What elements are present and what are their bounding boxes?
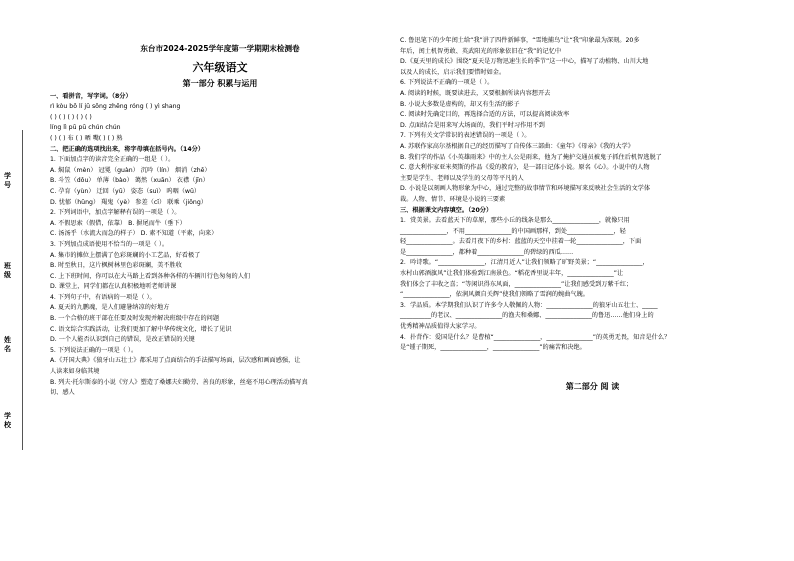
- question-line: B. 时至秋日，这片枫树林里色彩斑斓，美不胜收: [50, 262, 182, 270]
- question-line: 4. 下列句子中，有语病的一项是（ ）。: [50, 293, 156, 301]
- question-line: C. 意大利作家亚米契斯的作品《爱的教育》，是一部日记体小说。原名《心》。小说中的人物: [400, 164, 650, 172]
- question-line: A.《开国大典》《狼牙山五壮士》都采用了点面结合的手法描写场面，层次感和画面感强，让: [50, 357, 301, 365]
- question-line: A. 夏天的九鹏魂，是人们避暑纳凉的好地方: [50, 304, 170, 312]
- question-line: 二、把正确的选项找出来，将字母填在括号内。（14分）: [50, 145, 205, 153]
- question-line: B. 小说大多数是虚构的，却又有生活的影子: [400, 100, 520, 108]
- question-line: C. 阅读时先确定目的，再选择合适的方法，可以提高阅读效率: [400, 111, 570, 119]
- question-line: D. 课堂上，同学们都在认真积极地听老师讲课: [50, 283, 177, 291]
- question-line: 1．赏美景。去看蓝天下的草原，那些小丘的线条是那么_______________，就像只用: [400, 217, 630, 225]
- question-line: 3. 下列加点成语使用不恰当的一项是（ ）。: [50, 240, 169, 248]
- question-line: B. 一个合格的班干部在任要及时发现并解决班级中存在的问题: [50, 315, 220, 323]
- left-question-list: [50, 92, 390, 399]
- question-line: 水村山郭酒旗风”让我们体验到江南景色。“稻花香里说丰年，_______________”让: [400, 270, 624, 278]
- question-line: C. 鲁迅笔下的少年闰土给“我”讲了四件新鲜事，“雪地捕鸟”让“我”印象最为深刻。20多: [400, 37, 640, 44]
- part2-title: 第二部分 阅 读: [565, 381, 620, 391]
- side-label-id: 学号: [4, 172, 11, 189]
- question-line: 切、感人: [50, 389, 75, 397]
- question-line: __________的老汉、_______________的渔夫和桑娜、_______________的鲁迅……他们身上的: [400, 312, 654, 320]
- question-line: 三、根据课文内容填空。（20分）: [400, 206, 493, 214]
- question-line: D. 小说是以刻画人物形象为中心，通过完整的故事情节和环境描写来反映社会生活的文学体: [400, 185, 651, 193]
- question-line: B. 列夫·托尔斯泰的小说《穷人》塑造了桑娜夫妇勤劳、善良的形象，丝毫不用心理活动描写真: [50, 378, 308, 386]
- question-line: 2. 下列词语中，加点字解释有误的一项是（ ）。: [50, 209, 181, 217]
- question-line: 一、看拼音，写字词。（8分）: [50, 92, 132, 100]
- question-line: rì kòu bō lí jū sōng zhēng róng ( ) yì shang: [50, 103, 181, 111]
- question-line: 人读来如身临其境: [50, 368, 100, 376]
- question-line: _______________，不用_______________的中国画那样，到处_______________，轻: [400, 227, 626, 235]
- right-question-list: [400, 36, 785, 354]
- question-line: D. 一个人能否认识到自己的错误，是改正错误的关键: [50, 336, 195, 344]
- question-line: A. 苏联作家高尔基根据自己的经历描写了自传体三部曲：《童年》《母亲》《我的大学》: [400, 142, 634, 150]
- question-line: 以及人的成长，启示我们要惜时如金。: [400, 68, 506, 76]
- question-line: 3．学品质。本学期我们认识了许多令人敬佩的人物：_______________的狼牙山五壮士、_____: [400, 301, 658, 309]
- question-line: 是_______________，都种着_______________的碧绿的西瓜……: [400, 248, 574, 256]
- question-line: 是“锺子期死，_______________，_______________”的痛苦和决绝。: [400, 344, 586, 352]
- question-line: D. 忧郁（hūng） 羯鬼（yè） 参差（cī） 联乘（jiōng）: [50, 198, 207, 206]
- left-column: [50, 0, 390, 399]
- question-line: 裁。人物、情节、环境是小说的三要素: [400, 195, 506, 203]
- right-column: [400, 0, 785, 392]
- question-line: D.《夏天里的成长》围绕“夏天是万物迅速生长的季节”这一中心，描写了动植物、山川大地: [400, 58, 649, 66]
- part1-title: 第一部分 积累与运用: [182, 78, 258, 88]
- question-line: 轻_______________。去看月夜下的乡村：蓝蓝的天空中挂着一轮_______________，下面: [400, 238, 642, 246]
- side-label-class: 班级: [4, 262, 11, 279]
- question-line: B. 我们学的作品《小英雄雨来》中的主人公是雨来，他为了掩护交通员被鬼子抓住后机智逃脱了: [400, 153, 662, 161]
- question-line: 5. 下列说法正确的一项是（ ）。: [50, 346, 138, 354]
- side-label-name: 姓名: [4, 336, 11, 353]
- question-line: 2．吟诗歌。“_______________，江清月近人”让我们领略了旷野美景；“_______________，: [400, 259, 649, 267]
- question-line: “_______________，依润风颜自关辉”使我们领略了雪润的婉曲气魄。: [400, 291, 589, 299]
- question-line: A. 不假思索（假借，依靠） B. 摒尾而牛（垂下）: [50, 219, 186, 227]
- question-line: ( ) ( ) 布 ( ) 晒 嘴( ) ( ) 熟: [50, 134, 123, 142]
- question-line: 优秀精神品质值得大家学习。: [400, 323, 481, 331]
- question-line: A. 焖鼠（mèn） 冠冕（guàn） 沉吟（lín） 烟消（zhē）: [50, 166, 211, 174]
- question-line: 7. 下列有关文学常识的表述错误的一项是（ ）。: [400, 132, 531, 140]
- binding-margin: [0, 0, 40, 561]
- question-line: C. 上下班时间，你可以在大马路上看到各种各样的车辆川行色匆匆的人们: [50, 272, 251, 280]
- binding-line: [22, 130, 23, 450]
- question-line: C. 语文综合实践活动，让我们更加了解中华传统文化，增长了见识: [50, 325, 232, 333]
- question-line: A. 阅读的时候，既要读进去，又要根据所读内容想开去: [400, 89, 551, 97]
- side-label-school: 学校: [4, 412, 11, 429]
- exam-title: 东台市2024-2025学年度第一学期期末检测卷: [140, 44, 300, 53]
- question-line: 1. 下面加点字的读音完全正确的一组是（ ）。: [50, 156, 175, 164]
- subject-title: 六年级语文: [192, 60, 248, 74]
- question-line: D. 点面结合是用来写大场面的，我们平时习作用不到: [400, 121, 545, 129]
- question-line: A. 集市的摊位上摆满了色彩斑斓的小工艺品，好看极了: [50, 251, 201, 259]
- question-line: C. 汤汤乎（水流大而急的样子） D. 素不知道（平素，向来）: [50, 230, 218, 238]
- question-line: 我们体会了丰收之喜；“等闲识得东风面，_______________”让我们感受到万紫千红；: [400, 280, 633, 288]
- question-line: 年后，闰土机智勇敢、英武阳光的形象依旧在“我”的记忆中: [400, 47, 562, 55]
- question-line: ( ) ( ) ( ) ( ) ( ): [50, 113, 92, 121]
- question-line: B. 斗笠（dǒu） 单薄（bào） 蔼然（xuān） 衣襟（jīn）: [50, 177, 209, 185]
- question-line: 4．扑背作：爱国是什么？是曹植“_______________，_______________”的英勇无畏，知音是什么？: [400, 333, 671, 341]
- question-line: 主要是学生、老师以及学生的父母等平凡的人: [400, 174, 524, 182]
- question-line: C. 孕育（yùn） 迂回（yū） 姿态（suì） 呜咽（wū）: [50, 187, 201, 195]
- question-line: 6. 下列说法不正确的一项是（ ）。: [400, 79, 494, 87]
- question-line: líng lì pū pū chún chún: [50, 124, 121, 132]
